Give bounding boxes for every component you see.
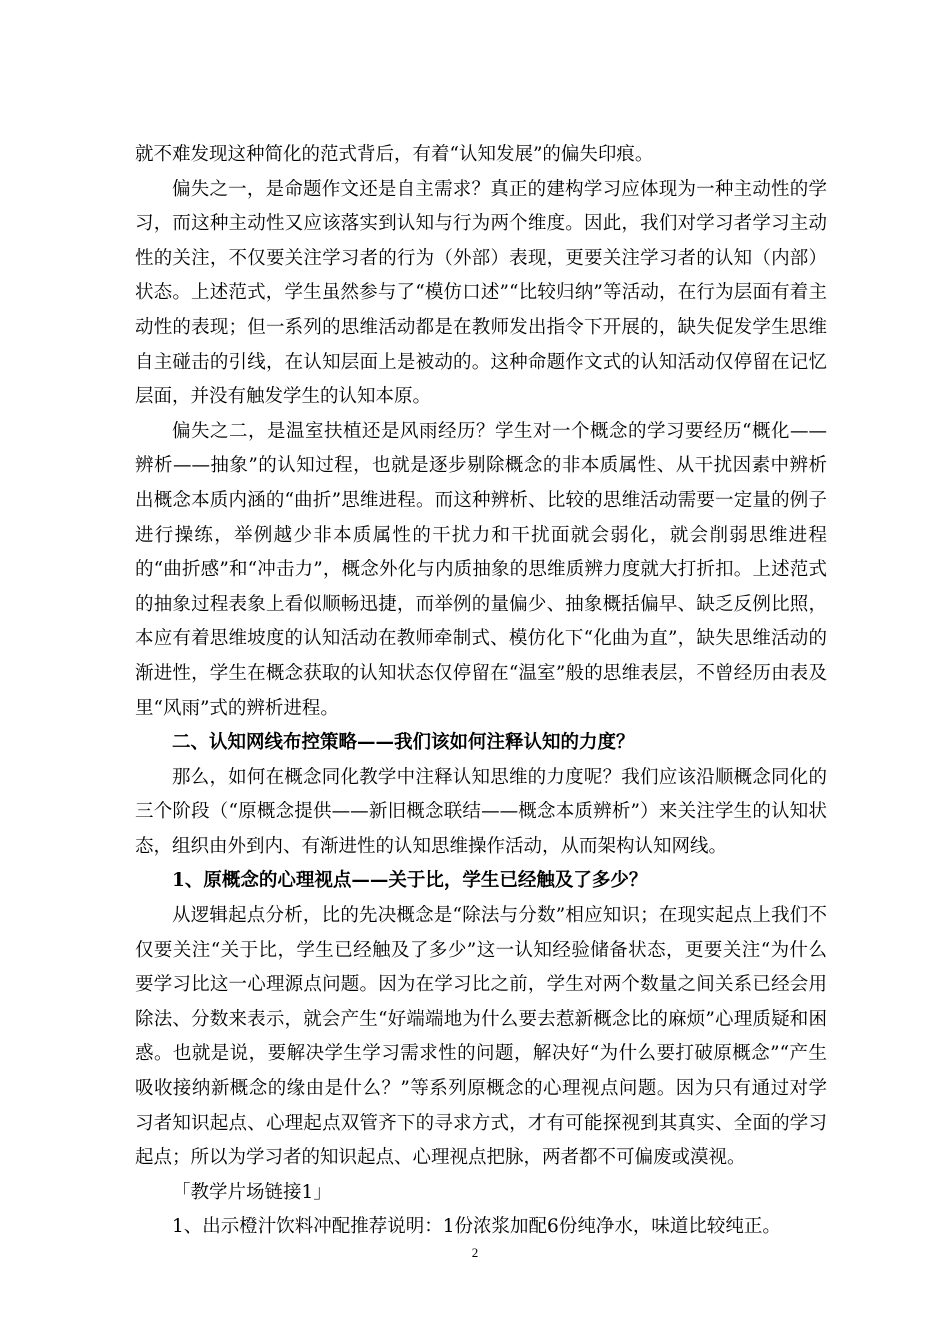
paragraph-strategy-intro: 那么，如何在概念同化教学中注释认知思维的力度呢？我们应该沿顺概念同化的三个阶段（“原概念提供——新旧概念联结——概念本质辨析”）来关注学生的认知状态，组织由外到内、有渐进性的认知思维操作活动，从而架构认知网线。 <box>135 766 827 857</box>
paragraph-continuation: 就不难发现这种简化的范式背后，有着“认知发展”的偏失印痕。 <box>135 144 654 165</box>
document-body <box>135 138 827 1245</box>
teaching-clip-item-one: 1、出示橙汁饮料冲配推荐说明：1份浓浆加配6份纯净水，味道比较纯正。 <box>172 1216 781 1238</box>
page-number: 2 <box>471 1245 479 1260</box>
subheading-original-concept: 1、原概念的心理视点——关于比，学生已经触及了多少？ <box>172 870 648 892</box>
teaching-clip-link-label: 「教学片场链接1」 <box>172 1181 332 1203</box>
paragraph-deviation-two: 偏失之二，是温室扶植还是风雨经历？学生对一个概念的学习要经历“概化——辨析——抽象”的认知过程，也就是逐步剔除概念的非本质属性、从干扰因素中辨析出概念本质内涵的“曲折”思维进程。而这种辨析、比较的思维活动需要一定量的例子进行操练，举例越少非本质属性的干扰力和干扰面就会弱化，就会削弱思维进程的“曲折感”和“冲击力”，概念外化与内质抽象的思维质辨力度就大打折扣。上述范式的抽象过程表象上看似顺畅迅捷，而举例的量偏少、抽象概括偏早、缺乏反例比照，本应有着思维坡度的认知活动在教师牵制式、模仿化下“化曲为直”，缺失思维活动的渐进性，学生在概念获取的认知状态仅停留在“温室”般的思维表层，不曾经历由表及里“风雨”式的辨析进程。 <box>135 420 827 719</box>
paragraph-logical-starting-point: 从逻辑起点分析，比的先决概念是“除法与分数”相应知识；在现实起点上我们不仅要关注“关于比，学生已经触及了多少”这一认知经验储备状态，更要关注“为什么要学习比这一心理源点问题。因为在学习比之前，学生对两个数量之间关系已经会用除法、分数来表示，就会产生“好端端地为什么要去惹新概念比的麻烦”心理质疑和困惑。也就是说，要解决学生学习需求性的问题，解决好“为什么要打破原概念”“产生吸收接纳新概念的缘由是什么？”等系列原概念的心理视点问题。因为只有通过对学习者知识起点、心理起点双管齐下的寻求方式，才有可能探视到其真实、全面的学习起点；所以为学习者的知识起点、心理视点把脉，两者都不可偏废或漠视。 <box>135 905 827 1169</box>
section-heading-strategy: 二、认知网线布控策略——我们该如何注释认知的力度？ <box>172 732 635 754</box>
paragraph-deviation-one: 偏失之一，是命题作文还是自主需求？真正的建构学习应体现为一种主动性的学习，而这种主动性又应该落实到认知与行为两个维度。因此，我们对学习者学习主动性的关注，不仅要关注学习者的行为（外部）表现，更要关注学习者的认知（内部）状态。上述范式，学生虽然参与了“模仿口述”“比较归纳”等活动，在行为层面有着主动性的表现；但一系列的思维活动都是在教师发出指令下开展的，缺失促发学生思维自主碰击的引线，在认知层面上是被动的。这种命题作文式的认知活动仅停留在记忆层面，并没有触发学生的认知本原。 <box>135 178 827 408</box>
